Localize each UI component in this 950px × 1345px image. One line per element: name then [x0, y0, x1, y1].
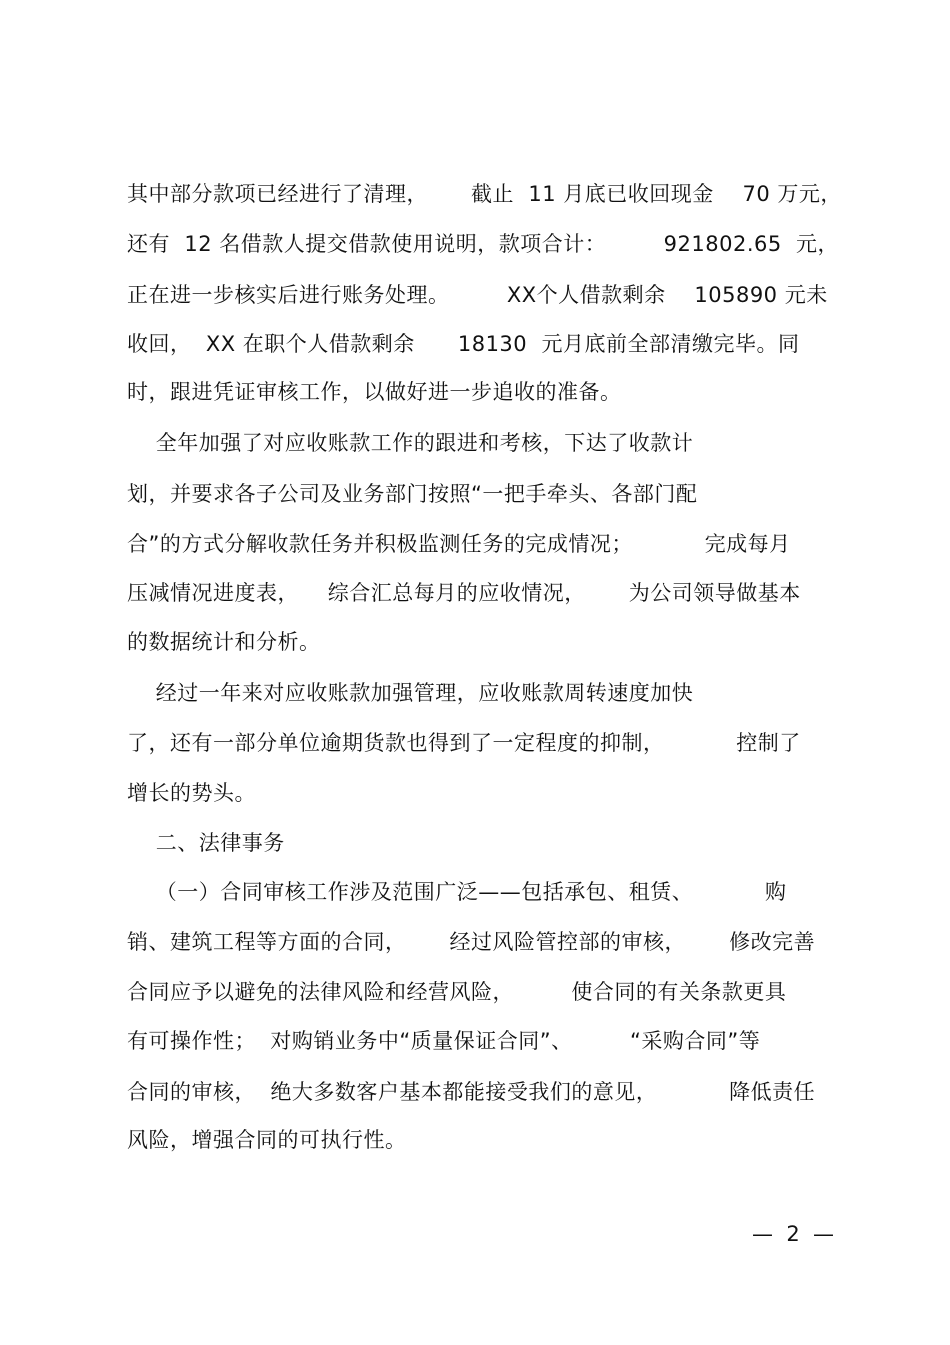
text-line: 收回， XX 在职个人借款剩余 18130 元月底前全部清缴完毕。同 — [127, 332, 800, 356]
text-line: 还有 12 名借款人提交借款使用说明，款项合计： 921802.65 元， — [127, 232, 840, 256]
text-line: 销、建筑工程等方面的合同， 经过风险管控部的审核， 修改完善 — [127, 930, 816, 954]
text-line: 其中部分款项已经进行了清理， 截止 11 月底已收回现金 70 万元， — [127, 182, 842, 206]
text-line: 经过一年来对应收账款加强管理，应收账款周转速度加快 — [127, 681, 694, 705]
section-heading: 二、法律事务 — [127, 831, 285, 855]
text-line: 风险，增强合同的可执行性。 — [127, 1128, 407, 1152]
text-line: 的数据统计和分析。 — [127, 630, 321, 654]
text-line: 全年加强了对应收账款工作的跟进和考核，下达了收款计 — [127, 431, 694, 455]
text-line: 合”的方式分解收款任务并积极监测任务的完成情况； 完成每月 — [127, 532, 791, 556]
text-line: 正在进一步核实后进行账务处理。 XX个人借款剩余 105890 元未 — [127, 283, 828, 307]
text-line: 压减情况进度表， 综合汇总每月的应收情况， 为公司领导做基本 — [127, 581, 801, 605]
text-line: 合同的审核， 绝大多数客户基本都能接受我们的意见， 降低责任 — [127, 1080, 816, 1104]
text-line: 有可操作性； 对购销业务中“质量保证合同”、 “采购合同”等 — [127, 1029, 761, 1053]
text-line: 划，并要求各子公司及业务部门按照“一把手牵头、各部门配 — [127, 482, 698, 506]
page-number: — 2 — — [752, 1222, 835, 1246]
text-line: 了，还有一部分单位逾期货款也得到了一定程度的抑制， 控制了 — [127, 731, 801, 755]
text-line: （一）合同审核工作涉及范围广泛——包括承包、租赁、 购 — [127, 880, 787, 904]
text-line: 增长的势头。 — [127, 781, 256, 805]
text-line: 时，跟进凭证审核工作，以做好进一步追收的准备。 — [127, 380, 622, 404]
text-line: 合同应予以避免的法律风险和经营风险， 使合同的有关条款更具 — [127, 980, 787, 1004]
